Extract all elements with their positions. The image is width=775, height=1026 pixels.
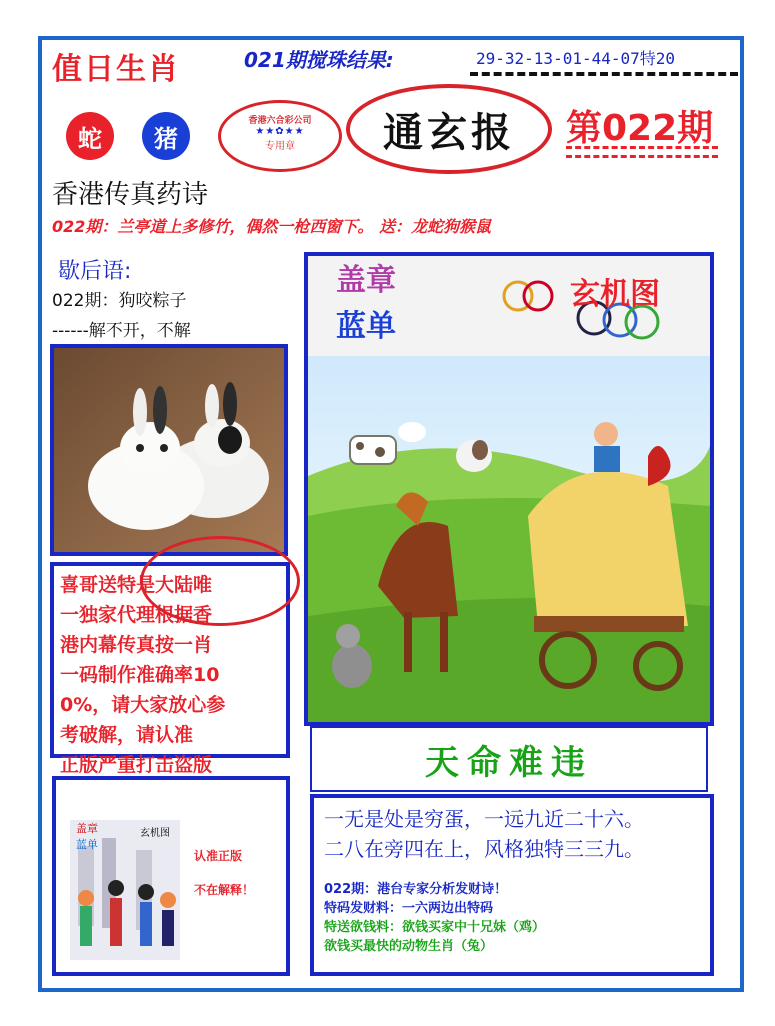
verse-line: 一无是处是穷蛋，一远九近二十六。	[324, 807, 644, 831]
issue-number: 第022期	[566, 108, 714, 149]
zodiac-badge-snake: 蛇	[66, 112, 114, 160]
small-ad-note2: 不在解释！	[194, 883, 255, 897]
small-ad-note1: 认准正版	[194, 849, 243, 863]
tip-line: 特码发财料：一六两边出特码	[324, 901, 494, 916]
poem-title: 香港传真药诗	[52, 180, 209, 210]
seal-stars: ★★✿★★	[255, 126, 305, 137]
advert-line: 考破解，请认准	[60, 724, 194, 746]
farm-illustration-box	[304, 252, 714, 726]
poem-line: 022期：兰亭道上多修竹，偶然一枪西窗下。 送：龙蛇狗猴鼠	[52, 217, 491, 236]
tianming-title: 天命难违	[310, 726, 708, 792]
advert-line: 港内幕传真按一肖	[60, 634, 213, 656]
advert-line: 一码制作准确率10	[60, 664, 220, 686]
rabbit-photo	[50, 344, 288, 556]
right-title: 玄机图	[570, 277, 660, 312]
tip-line: 022期：港台专家分析发财诗！	[324, 882, 508, 897]
farm-illustration	[308, 256, 710, 722]
red-stamp-icon	[140, 536, 300, 626]
masthead-title: 通玄报	[346, 84, 552, 174]
small-ad-tag1: 盖章	[76, 822, 98, 835]
result-numbers: 29-32-13-01-44-07特20	[476, 49, 676, 68]
advert-line: 一独家代理根据香	[60, 604, 213, 626]
issue-result-label: 021期搅珠结果:	[244, 48, 394, 72]
right-tag1: 盖章	[336, 263, 396, 298]
right-tag2: 蓝单	[336, 309, 396, 344]
seal-line1: 香港六合彩公司	[248, 116, 312, 126]
issue-rule	[566, 146, 718, 158]
duty-zodiac-title: 值日生肖	[52, 52, 180, 87]
verse-box	[310, 794, 714, 976]
advert-line: 正版严重打击盗版	[60, 754, 213, 776]
small-ad-illustration	[56, 780, 286, 972]
advert-line: 0%，请大家放心参	[60, 694, 226, 716]
xiehouyu-answer: ------解不开，不解	[52, 321, 191, 341]
dash-divider	[470, 72, 738, 76]
small-ad-tag3: 玄机图	[140, 828, 170, 839]
tip-line: 特送欲钱料：欲钱买家中十兄妹（鸡）	[324, 920, 546, 935]
tip-line: 欲钱买最快的动物生肖（兔）	[324, 939, 494, 954]
advert-line: 喜哥送特是大陆唯	[60, 574, 213, 596]
seal-line3: 专用章	[265, 141, 295, 152]
verse-line: 二八在旁四在上，风格独特三三九。	[324, 837, 644, 861]
company-seal	[218, 100, 342, 172]
small-ad-box	[52, 776, 290, 976]
rabbit-illustration	[54, 348, 284, 552]
small-ad-tag2: 蓝单	[76, 838, 98, 851]
xiehouyu-title: 歇后语:	[58, 259, 132, 284]
xiehouyu-question: 022期：狗咬粽子	[52, 291, 187, 311]
zodiac-badge-pig: 猪	[142, 112, 190, 160]
